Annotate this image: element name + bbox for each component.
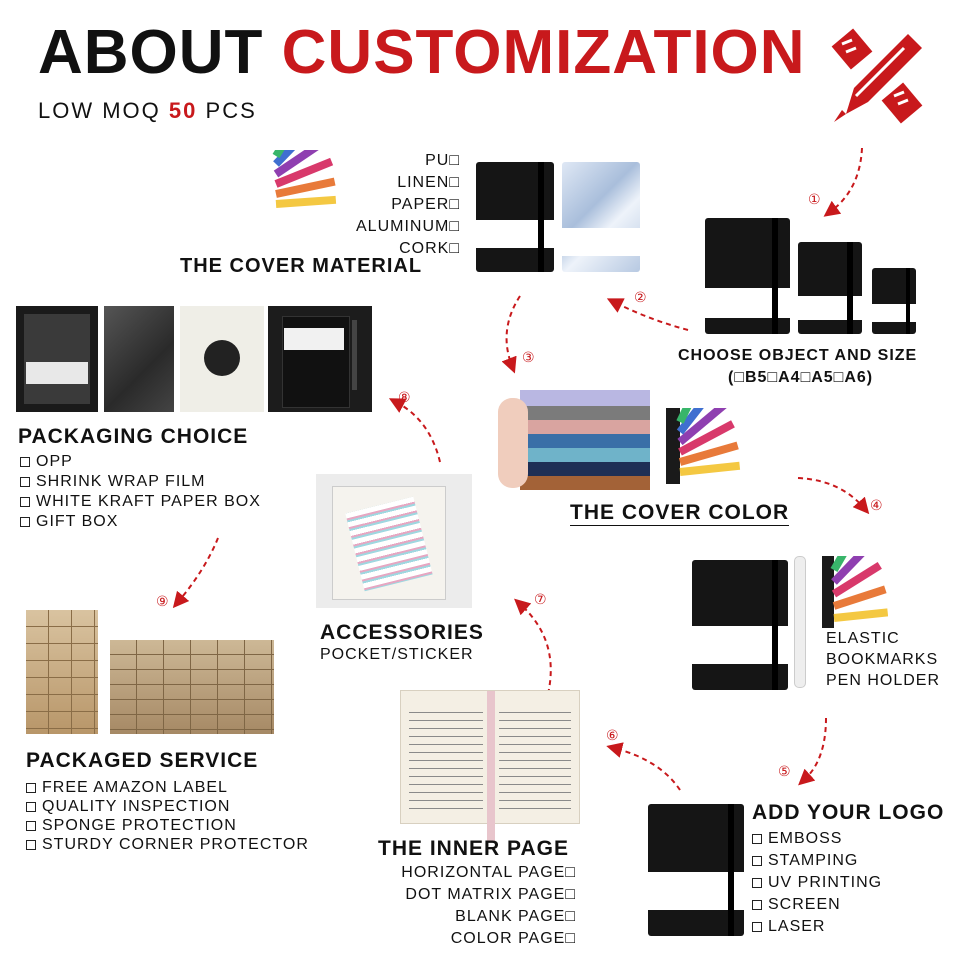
marble-notebook-image: [562, 162, 640, 272]
service-option-corner[interactable]: [20, 835, 309, 854]
service-options: [20, 778, 309, 854]
checkbox[interactable]: [752, 834, 762, 844]
checkbox[interactable]: [752, 900, 762, 910]
color-guide-fan-image-2: [822, 556, 888, 632]
accessory-options: [826, 628, 940, 691]
step1-subtitle: (□B5□A4□A5□A6): [728, 369, 874, 386]
step-number-6: ⑥: [606, 727, 619, 743]
service-option-label: FREE AMAZON LABEL: [42, 779, 228, 796]
moq-suffix: PCS: [205, 98, 257, 123]
option-bookmarks[interactable]: BOOKMARKS: [826, 651, 939, 668]
packaging-option-label: WHITE KRAFT PAPER BOX: [36, 493, 261, 510]
inner-page-image: [400, 690, 580, 824]
material-option-cork[interactable]: CORK□: [399, 240, 460, 257]
step-number-3: ③: [522, 349, 535, 365]
service-option-sponge[interactable]: [20, 816, 309, 835]
checkbox[interactable]: [20, 497, 30, 507]
checkbox[interactable]: [26, 802, 36, 812]
packaging-option-giftbox[interactable]: [14, 512, 261, 532]
step-number-7: ⑦: [534, 591, 547, 607]
packaging-option-opp[interactable]: [14, 452, 261, 472]
step3-title: THE COVER COLOR: [570, 501, 790, 524]
service-option-label: SPONGE PROTECTION: [42, 817, 237, 834]
step7-subtitle: POCKET/STICKER: [320, 646, 474, 663]
checkbox[interactable]: [752, 922, 762, 932]
logo-option-stamping[interactable]: [746, 850, 882, 872]
opp-package-image: [16, 306, 98, 412]
logo-notebook-image: [648, 804, 744, 936]
logo-option-label: EMBOSS: [768, 830, 843, 847]
checkbox[interactable]: [20, 457, 30, 467]
step2-title: THE COVER MATERIAL: [180, 255, 423, 277]
option-elastic[interactable]: ELASTIC: [826, 630, 900, 647]
checkbox[interactable]: [752, 878, 762, 888]
logo-option-laser[interactable]: [746, 916, 882, 938]
step8-title: PACKAGING CHOICE: [18, 425, 249, 448]
step7-title: ACCESSORIES: [320, 621, 484, 644]
logo-option-screen[interactable]: [746, 894, 882, 916]
gift-box-image: [268, 306, 372, 412]
pen-image: [794, 556, 806, 688]
moq-value: 50: [168, 98, 198, 123]
logo-option-label: SCREEN: [768, 896, 841, 913]
notebook-image-a5: [798, 242, 862, 334]
page-option-horizontal[interactable]: HORIZONTAL PAGE□: [401, 864, 576, 881]
page-option-dot-matrix[interactable]: DOT MATRIX PAGE□: [405, 886, 576, 903]
material-option-aluminum[interactable]: ALUMINUM□: [356, 218, 460, 235]
material-option-pu[interactable]: PU□: [425, 152, 460, 169]
packaging-option-shrink[interactable]: [14, 472, 261, 492]
notebook-image-b5: [705, 218, 790, 334]
title-customization: CUSTOMIZATION: [281, 18, 806, 87]
step-number-2: ②: [634, 289, 647, 305]
shrink-wrap-image: [104, 306, 174, 412]
logo-option-label: LASER: [768, 918, 826, 935]
logo-options: [746, 828, 882, 938]
step-number-1: ①: [808, 191, 821, 207]
material-option-linen[interactable]: LINEN□: [397, 174, 460, 191]
packaging-option-kraft[interactable]: [14, 492, 261, 512]
service-option-label: STURDY CORNER PROTECTOR: [42, 836, 309, 853]
warehouse-boxes-image: [26, 610, 98, 734]
packaging-option-label: GIFT BOX: [36, 513, 119, 530]
checkbox[interactable]: [20, 477, 30, 487]
step-number-4: ④: [870, 497, 883, 513]
logo-option-label: UV PRINTING: [768, 874, 883, 891]
service-option-label: QUALITY INSPECTION: [42, 798, 231, 815]
step6-title: THE INNER PAGE: [378, 837, 569, 860]
checkbox[interactable]: [752, 856, 762, 866]
inner-page-options: [380, 862, 576, 950]
black-notebook-image: [476, 162, 554, 272]
packaging-option-label: SHRINK WRAP FILM: [36, 473, 206, 490]
packaging-option-label: OPP: [36, 453, 73, 470]
step-number-8: ⑧: [398, 389, 411, 405]
moq-prefix: LOW MOQ: [38, 98, 161, 123]
checkbox[interactable]: [20, 517, 30, 527]
page-option-blank[interactable]: BLANK PAGE□: [455, 908, 576, 925]
logo-option-uv[interactable]: [746, 872, 882, 894]
notebook-image-a6: [872, 268, 916, 334]
step1-title: CHOOSE OBJECT AND SIZE: [678, 347, 918, 364]
material-options: [310, 150, 460, 260]
colored-notebooks-stack-image: [498, 388, 658, 504]
step5-title: ADD YOUR LOGO: [752, 801, 945, 824]
title-about: ABOUT: [38, 18, 264, 87]
step-number-5: ⑤: [778, 763, 791, 779]
checkbox[interactable]: [26, 821, 36, 831]
accessories-image: [316, 474, 472, 608]
page-option-color[interactable]: COLOR PAGE□: [450, 930, 576, 947]
warehouse-pallets-image: [110, 640, 274, 734]
material-option-paper[interactable]: PAPER□: [391, 196, 460, 213]
option-pen-holder[interactable]: PEN HOLDER: [826, 672, 941, 689]
kraft-box-image: [180, 306, 264, 412]
elastic-notebook-image: [692, 560, 788, 690]
step-number-9: ⑨: [156, 593, 169, 609]
service-option-amazon-label[interactable]: [20, 778, 309, 797]
service-option-quality[interactable]: [20, 797, 309, 816]
color-guide-fan-image: [666, 408, 744, 488]
checkbox[interactable]: [26, 783, 36, 793]
logo-option-label: STAMPING: [768, 852, 859, 869]
step9-title: PACKAGED SERVICE: [26, 749, 259, 772]
checkbox[interactable]: [26, 840, 36, 850]
packaging-options: [14, 452, 261, 532]
logo-option-emboss[interactable]: [746, 828, 882, 850]
